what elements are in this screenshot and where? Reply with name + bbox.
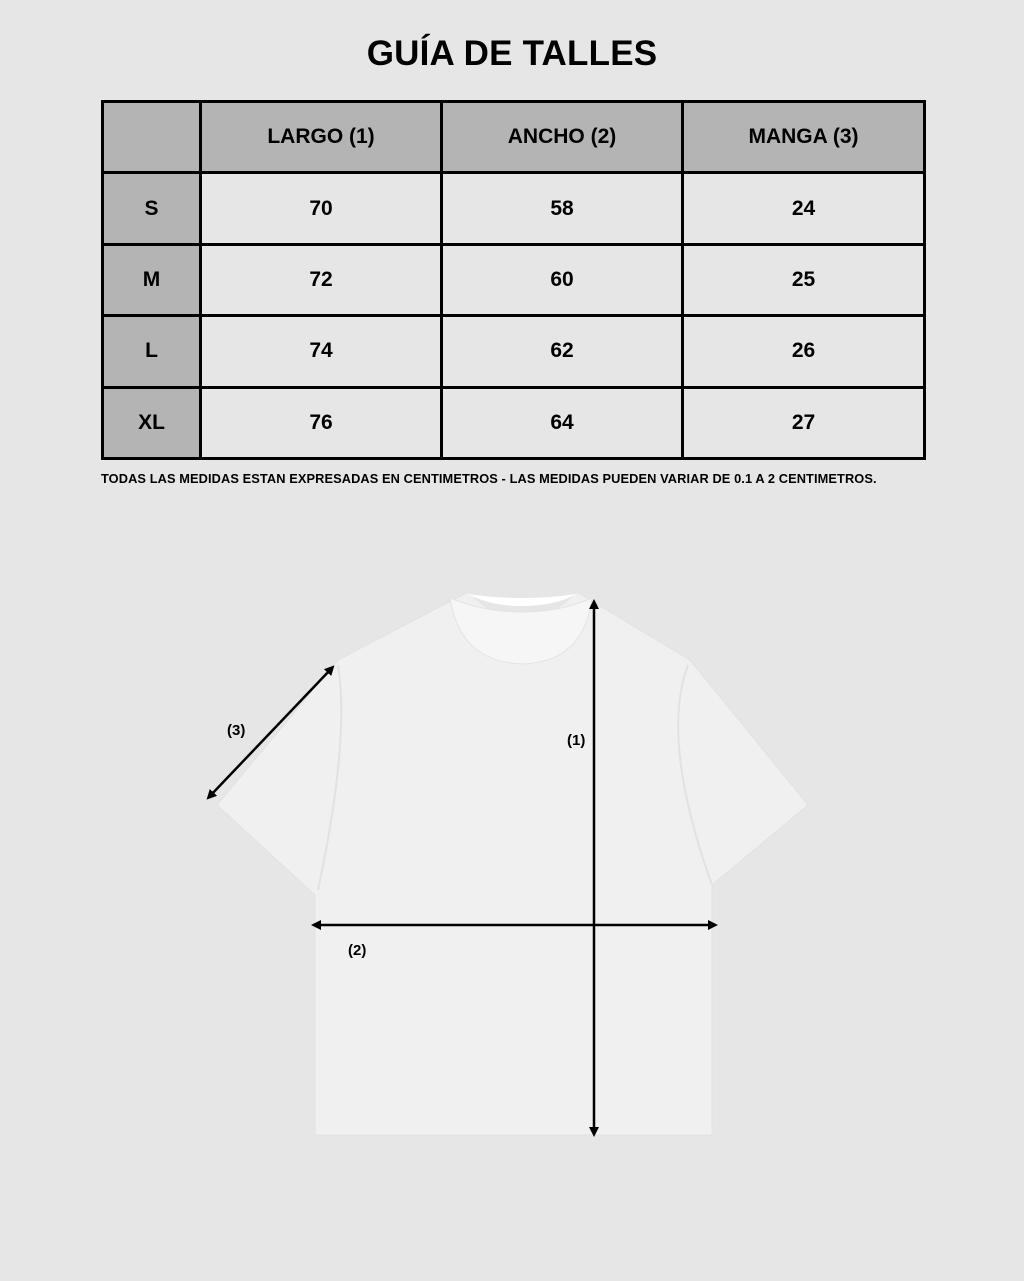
page-title: GUÍA DE TALLES <box>366 34 658 73</box>
table-cell: 26 <box>683 316 925 387</box>
row-label-size: XL <box>103 387 201 458</box>
tshirt-neck-inner <box>468 594 577 606</box>
manga-label: (3) <box>227 722 246 739</box>
ancho-label: (2) <box>348 942 367 959</box>
table-cell: 60 <box>442 244 683 315</box>
column-header-largo: LARGO (1) <box>201 102 442 173</box>
largo-label: (1) <box>567 732 586 749</box>
table-cell: 70 <box>201 173 442 244</box>
table-cell: 25 <box>683 244 925 315</box>
row-label-size: L <box>103 316 201 387</box>
table-cell: 64 <box>442 387 683 458</box>
column-header-ancho: ANCHO (2) <box>442 102 683 173</box>
table-cell: 24 <box>683 173 925 244</box>
table-cell: 72 <box>201 244 442 315</box>
row-label-size: M <box>103 244 201 315</box>
column-header-manga: MANGA (3) <box>683 102 925 173</box>
measurement-note: TODAS LAS MEDIDAS ESTAN EXPRESADAS EN CENTIMETROS - LAS MEDIDAS PUEDEN VARIAR DE 0.1 A 2 CENTIMETROS. <box>101 471 877 486</box>
table-cell: 27 <box>683 387 925 458</box>
table-cell: 58 <box>442 173 683 244</box>
table-cell: 76 <box>201 387 442 458</box>
table-cell: 62 <box>442 316 683 387</box>
row-label-size: S <box>103 173 201 244</box>
tshirt-shape <box>217 592 808 1135</box>
table-cell: 74 <box>201 316 442 387</box>
